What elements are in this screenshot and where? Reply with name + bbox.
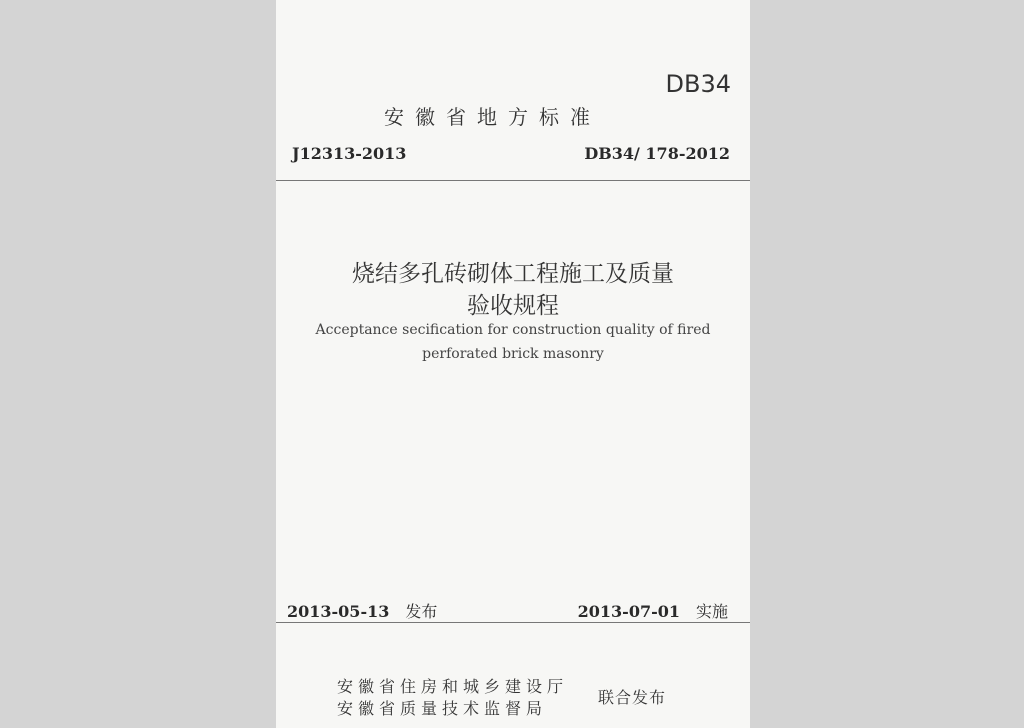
title-chinese-line1: 烧结多孔砖砌体工程施工及质量	[352, 261, 674, 287]
title-chinese-line2: 验收规程	[467, 293, 559, 319]
issue-date-row	[287, 599, 437, 622]
footer-divider	[276, 622, 750, 623]
implement-label: 实施	[695, 602, 728, 621]
implement-date-row	[540, 599, 728, 622]
publisher-line1: 安徽省住房和城乡建设厅	[337, 677, 569, 696]
joint-publish-label: 联合发布	[598, 688, 667, 707]
record-number: J12313-2013	[292, 144, 407, 163]
standard-code: DB34	[665, 70, 731, 98]
implement-date: 2013-07-01	[577, 602, 680, 621]
issue-date: 2013-05-13	[287, 602, 390, 621]
header-divider	[276, 180, 750, 181]
standard-number: DB34/ 178-2012	[584, 144, 730, 163]
title-english-line1: Acceptance secification for construction quality of fired	[315, 322, 711, 338]
publisher-line2: 安徽省质量技术监督局	[337, 699, 548, 718]
issuing-organization: 安徽省地方标准	[384, 105, 601, 129]
title-english-line2: perforated brick masonry	[422, 346, 604, 362]
issue-label: 发布	[405, 602, 438, 621]
